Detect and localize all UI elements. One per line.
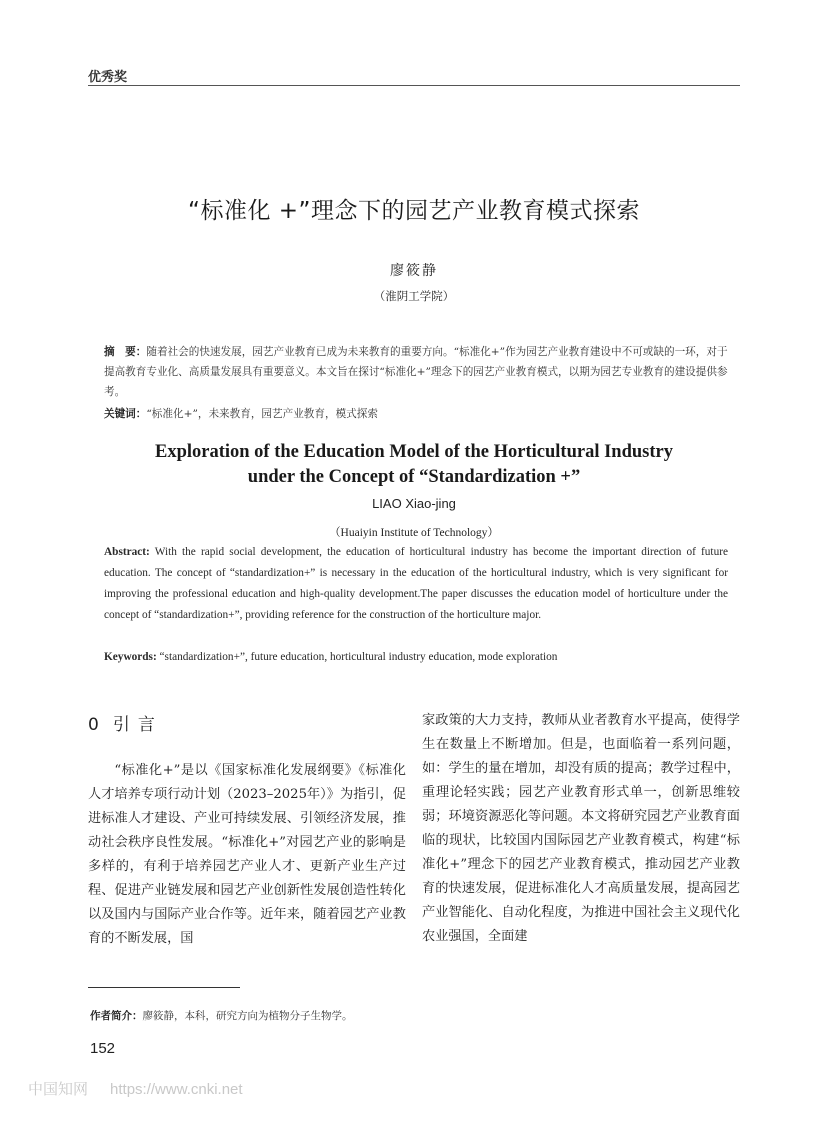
header-rule: [88, 85, 740, 86]
title-en-line2: under the Concept of “Standardization +”: [247, 467, 581, 487]
keywords-cn-text: “标准化+”，未来教育，园艺产业教育，模式探索: [146, 408, 378, 420]
section-tag: 优秀奖: [88, 70, 128, 85]
watermark-brand: 中国知网: [28, 1080, 89, 1098]
abstract-en-text: With the rapid social development, the education of horticultural industry has become the important direction of future education. The concept of “standardization+” is necessary in the education of the horticultural industry, which is very significant for improving the professional education and high-quality development.The paper discusses the education model of horticulture under the concept of “standardization+”, providing reference for the construction of the horticulture major.: [104, 546, 728, 621]
section-number: 0: [88, 715, 99, 735]
title-en-line1: Exploration of the Education Model of the Horticultural Industry: [154, 442, 673, 462]
footnote-label: 作者简介：: [90, 1010, 143, 1022]
abstract-chinese: [104, 342, 728, 402]
keywords-en-label: Keywords:: [104, 651, 157, 663]
watermark-url[interactable]: https://www.cnki.net: [110, 1081, 243, 1098]
affiliation-chinese: （淮阴工学院）: [373, 289, 455, 303]
abstract-en-label: Abstract:: [104, 546, 150, 558]
footnote-rule: [88, 987, 240, 988]
page-number: 152: [90, 1040, 116, 1057]
body-column-right: 家政策的大力支持，教师从业者教育水平提高，使得学生在数量上不断增加。但是，也面临着一系列问题，如：学生的量在增加，却没有质的提高；教学过程中，重理论轻实践；园艺产业教育形式单一，创新思维较弱；环境资源恶化等问题。本文将研究园艺产业教育面临的现状，比较国内国际园艺产业教育模式，构建“标准化+”理念下的园艺产业教育模式，推动园艺产业教育的快速发展，促进标准化人才高质量发展，提高园艺产业智能化、自动化程度，为推进中国社会主义现代化农业强国，全面建: [422, 713, 740, 944]
body-column-left: “标准化+”是以《国家标准化发展纲要》《标准化人才培养专项行动计划（2023–2025年）》为指引，促进标准人才建设、产业可持续发展、引领经济发展，推动社会秩序良性发展。“标准化+”对园艺产业的影响是多样的，有利于培养园艺产业人才、更新产业生产过程、促进产业链发展和园艺产业创新性发展创造性转化以及国内与国际产业合作等。近年来，随着园艺产业教育的不断发展，国: [88, 763, 406, 946]
author-english: LIAO Xiao-jing: [372, 496, 456, 511]
abstract-cn-label: 摘 要：: [104, 346, 147, 358]
keywords-cn-label: 关键词：: [104, 408, 147, 420]
author-chinese: 廖筱静: [390, 263, 438, 279]
cnki-watermark: [28, 1078, 243, 1099]
keywords-en-text: “standardization+”, future education, horticultural industry education, mode exploration: [156, 651, 558, 663]
title-chinese: “标准化 +”理念下的园艺产业教育模式探索: [188, 198, 640, 224]
affiliation-english: （Huaiyin Institute of Technology）: [329, 527, 499, 539]
title-english: [88, 440, 740, 490]
abstract-cn-text: 随着社会的快速发展，园艺产业教育已成为未来教育的重要方向。“标准化+”作为园艺产业教育建设中不可或缺的一环，对于提高教育专业化、高质量发展具有重要意义。本文旨在探讨“标准化+”理念下的园艺产业教育模式，以期为园艺专业教育的建设提供参考。: [104, 346, 728, 398]
footnote-text: 廖筱静，本科，研究方向为植物分子生物学。: [142, 1010, 353, 1022]
section-heading: [88, 710, 163, 735]
author-footnote: [90, 1008, 353, 1023]
keywords-chinese: [104, 404, 728, 424]
abstract-english: [104, 542, 728, 626]
keywords-english: [104, 647, 728, 668]
section-title: 引言: [112, 715, 163, 735]
